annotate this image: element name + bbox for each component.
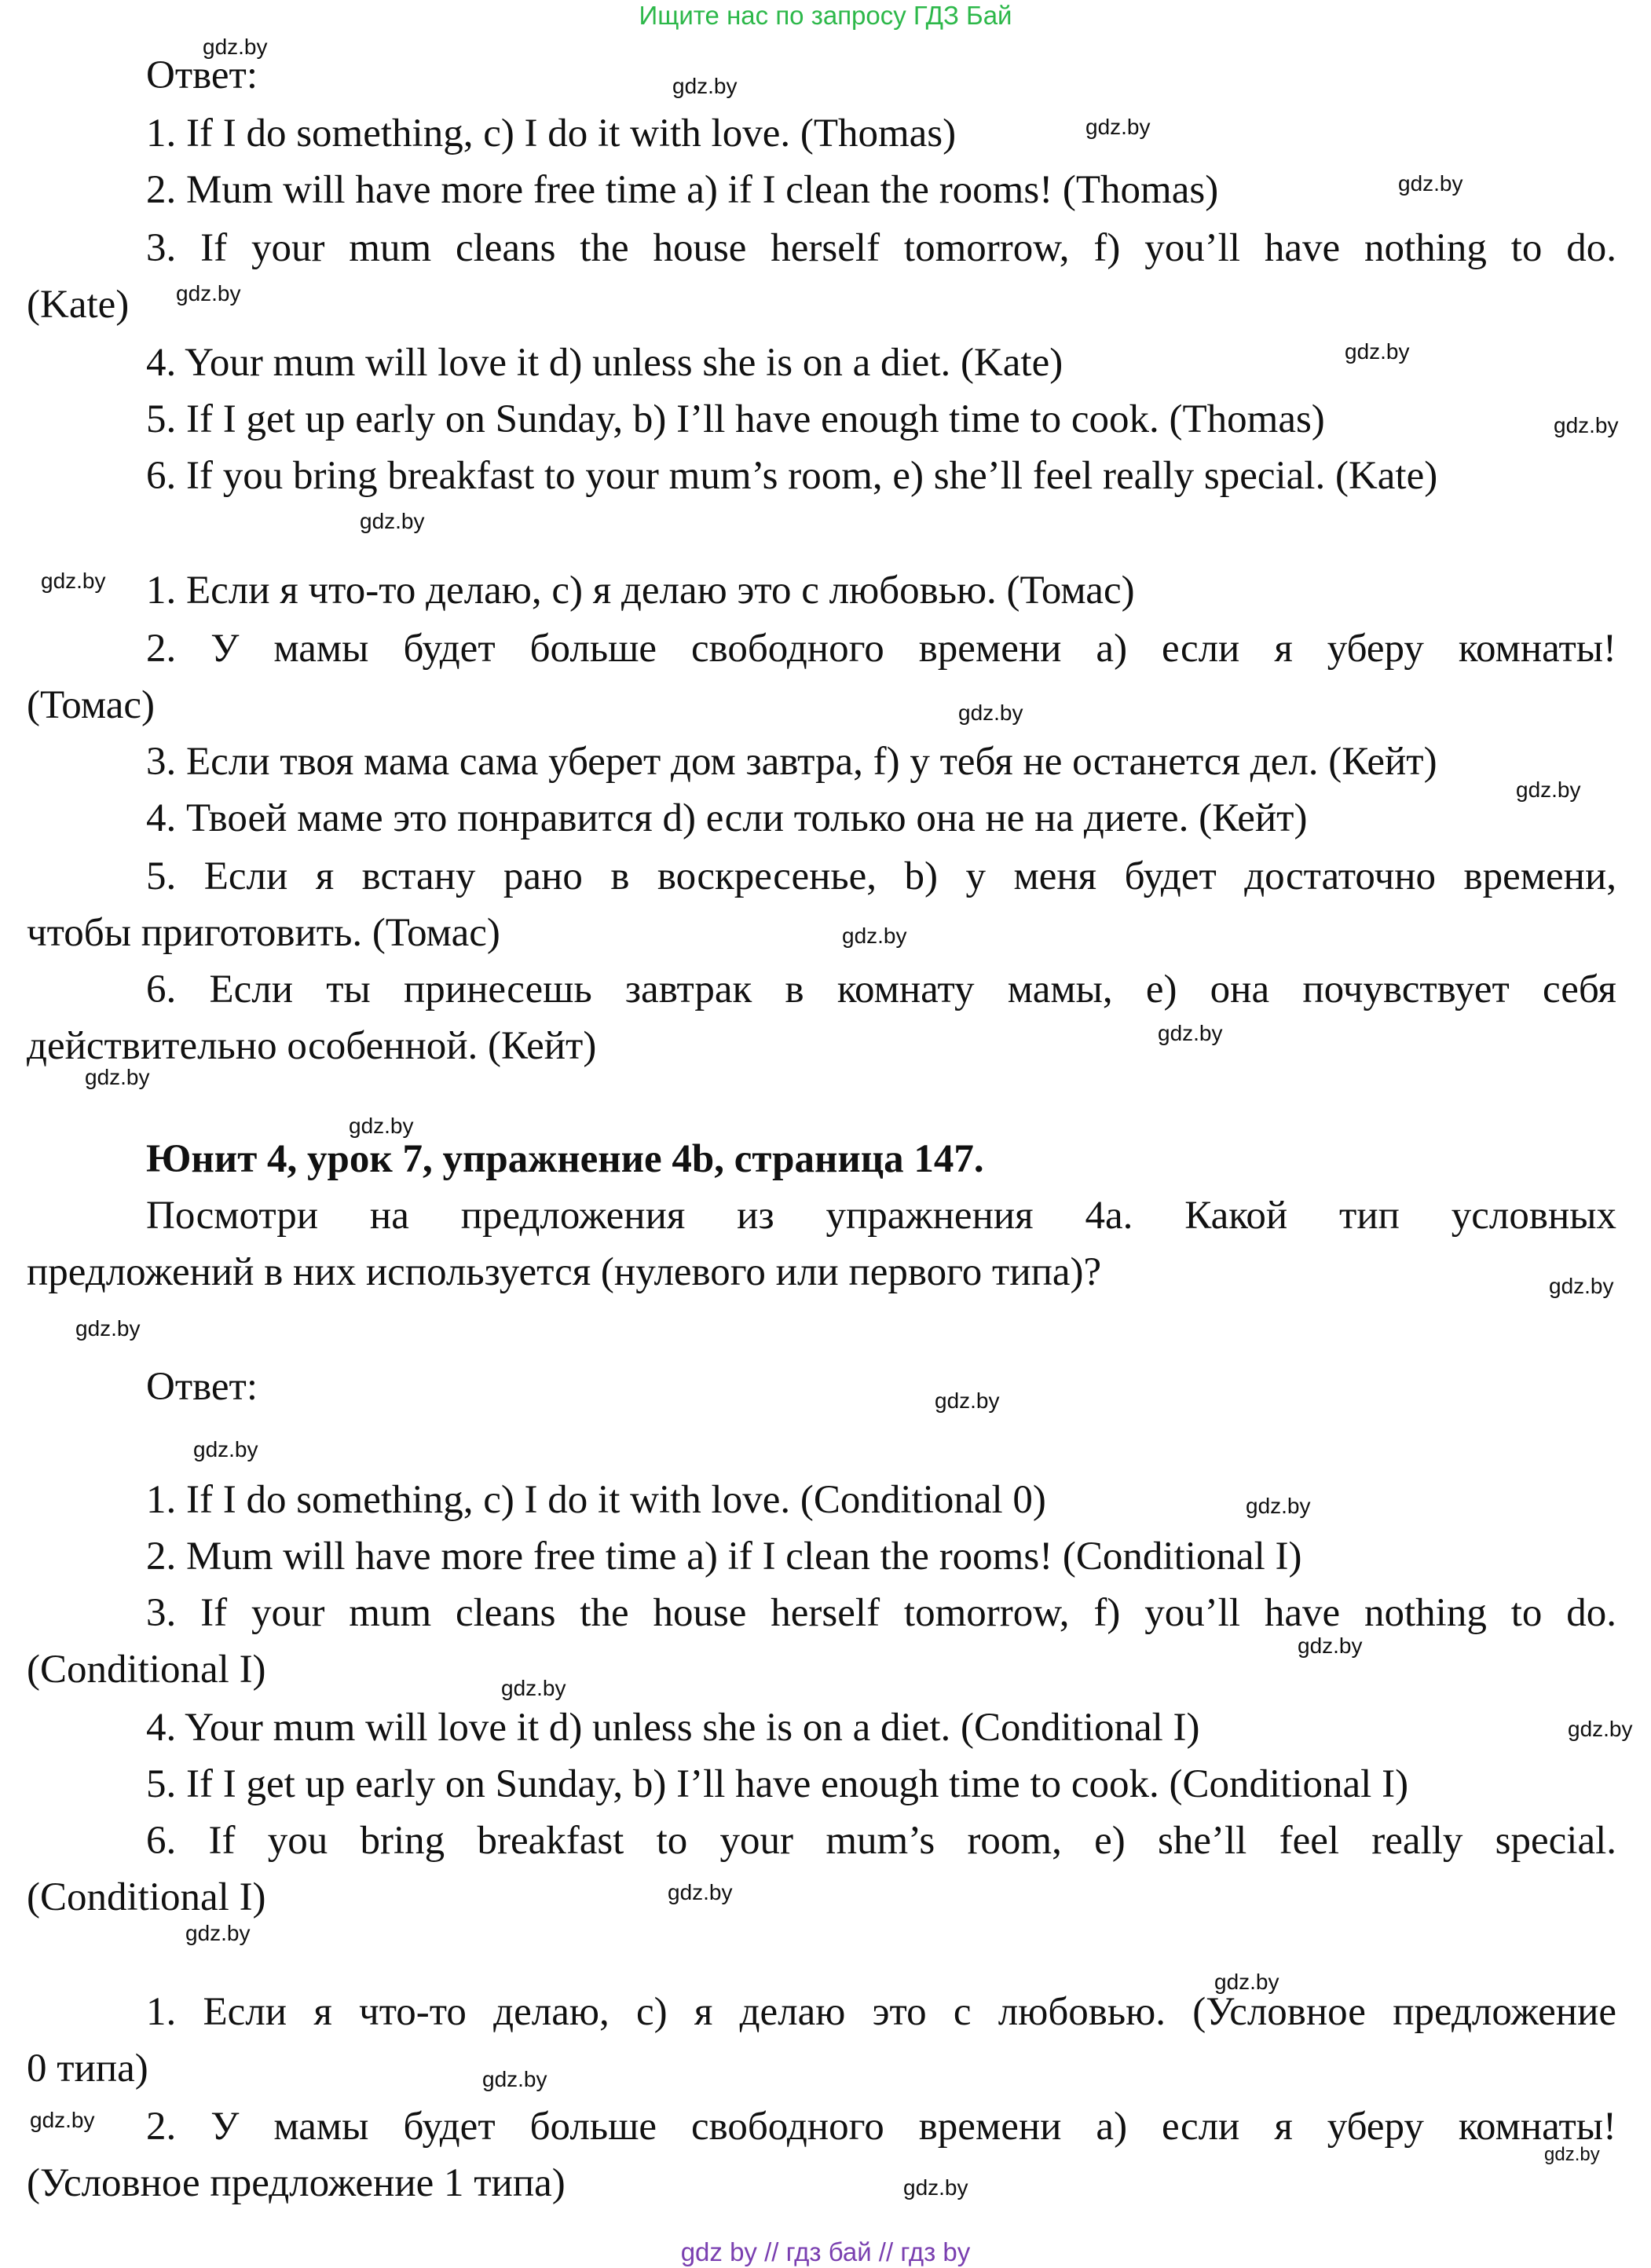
- watermark: gdz.by: [935, 1388, 1000, 1413]
- answer-line-en-5: 5. If I get up early on Sunday, b) I’ll have enough time to cook. (Thomas): [146, 397, 1325, 441]
- answer-line-en-2: 2. Mum will have more free time a) if I clean the rooms! (Thomas): [146, 168, 1219, 212]
- translation-line-ru-5-cont: чтобы приготовить. (Томас): [27, 911, 500, 955]
- watermark: gdz.by: [360, 509, 425, 533]
- watermark: gdz.by: [1398, 171, 1463, 196]
- watermark: gdz.by: [958, 701, 1023, 725]
- answer2-line-en-6: 6. If you bring breakfast to your mum’s room, e) she’ll feel really special.: [146, 1819, 1616, 1863]
- answer2-line-en-5: 5. If I get up early on Sunday, b) I’ll have enough time to cook. (Conditional I): [146, 1762, 1409, 1806]
- watermark: gdz.by: [668, 1880, 733, 1904]
- watermark: gdz.by: [1568, 1717, 1633, 1741]
- watermark: gdz.by: [482, 2067, 547, 2091]
- answer-label-2: Ответ:: [146, 1365, 258, 1409]
- watermark: gdz.by: [193, 1437, 258, 1461]
- translation-line-ru-6: 6. Если ты принесешь завтрак в комнату мамы, e) она почувствует себя: [146, 968, 1616, 1011]
- watermark: gdz.by: [41, 569, 106, 593]
- translation-line-ru-5: 5. Если я встану рано в воскресенье, b) у меня будет достаточно времени,: [146, 854, 1616, 898]
- watermark: gdz.by: [30, 2108, 95, 2132]
- watermark: gdz.by: [1246, 1494, 1311, 1518]
- watermark: gdz.by: [1554, 413, 1619, 437]
- watermark: gdz.by: [1544, 2144, 1600, 2165]
- answer-line-en-4: 4. Your mum will love it d) unless she is on a diet. (Kate): [146, 341, 1063, 385]
- answer-label: Ответ:: [146, 53, 258, 97]
- translation-line-ru-6-cont: действительно особенной. (Кейт): [27, 1024, 597, 1068]
- answer2-line-en-4: 4. Your mum will love it d) unless she is on a diet. (Conditional I): [146, 1706, 1200, 1750]
- translation-line-ru-2-cont: (Томас): [27, 683, 156, 727]
- translation2-line-ru-1-cont: 0 типа): [27, 2047, 148, 2091]
- watermark: gdz.by: [176, 281, 241, 305]
- watermark: gdz.by: [842, 924, 907, 948]
- exercise-heading: Юнит 4, урок 7, упражнение 4b, страница 147.: [146, 1137, 984, 1181]
- watermark: gdz.by: [672, 74, 738, 98]
- answer2-line-en-6-cont: (Conditional I): [27, 1875, 266, 1919]
- task-line-1: Посмотри на предложения из упражнения 4а. Какой тип условных: [146, 1194, 1616, 1238]
- watermark: gdz.by: [501, 1676, 566, 1700]
- watermark: gdz.by: [203, 35, 268, 59]
- watermark: gdz.by: [1298, 1633, 1363, 1658]
- search-banner[interactable]: Ищите нас по запросу ГДЗ Бай: [639, 1, 1012, 30]
- watermark: gdz.by: [903, 2175, 968, 2200]
- watermark: gdz.by: [1549, 1274, 1614, 1298]
- watermark: gdz.by: [349, 1114, 414, 1138]
- answer-line-en-3: 3. If your mum cleans the house herself tomorrow, f) you’ll have nothing to do.: [146, 226, 1616, 270]
- answer2-line-en-3: 3. If your mum cleans the house herself tomorrow, f) you’ll have nothing to do.: [146, 1591, 1616, 1635]
- watermark: gdz.by: [75, 1316, 141, 1341]
- answer-line-en-3-cont: (Kate): [27, 283, 130, 327]
- answer-line-en-6: 6. If you bring breakfast to your mum’s room, e) she’ll feel really special. (Kate): [146, 454, 1438, 498]
- translation2-line-ru-1: 1. Если я что-то делаю, c) я делаю это с любовью. (Условное предложение: [146, 1990, 1616, 2034]
- answer-line-en-1: 1. If I do something, c) I do it with love. (Thomas): [146, 112, 957, 155]
- answer2-line-en-1: 1. If I do something, c) I do it with love. (Conditional 0): [146, 1478, 1046, 1522]
- answer2-line-en-3-cont: (Conditional I): [27, 1648, 266, 1692]
- watermark: gdz.by: [185, 1921, 251, 1945]
- translation2-line-ru-2: 2. У мамы будет больше свободного времени а) если я уберу комнаты!: [146, 2105, 1616, 2149]
- footer-links[interactable]: gdz by // гдз бай // гдз by: [680, 2237, 971, 2266]
- task-line-2: предложений в них используется (нулевого или первого типа)?: [27, 1250, 1102, 1294]
- answer2-line-en-2: 2. Mum will have more free time a) if I clean the rooms! (Conditional I): [146, 1535, 1302, 1578]
- watermark: gdz.by: [85, 1065, 150, 1089]
- translation-line-ru-2: 2. У мамы будет больше свободного времени а) если я уберу комнаты!: [146, 627, 1616, 671]
- watermark: gdz.by: [1345, 339, 1410, 364]
- watermark: gdz.by: [1085, 115, 1151, 139]
- watermark: gdz.by: [1516, 777, 1581, 802]
- translation-line-ru-1: 1. Если я что-то делаю, с) я делаю это с любовью. (Томас): [146, 569, 1135, 613]
- watermark: gdz.by: [1214, 1970, 1279, 1994]
- translation-line-ru-3: 3. Если твоя мама сама уберет дом завтра, f) у тебя не останется дел. (Кейт): [146, 740, 1437, 784]
- translation-line-ru-4: 4. Твоей маме это понравится d) если только она не на диете. (Кейт): [146, 796, 1308, 840]
- translation2-line-ru-2-cont: (Условное предложение 1 типа): [27, 2161, 566, 2205]
- watermark: gdz.by: [1158, 1021, 1223, 1045]
